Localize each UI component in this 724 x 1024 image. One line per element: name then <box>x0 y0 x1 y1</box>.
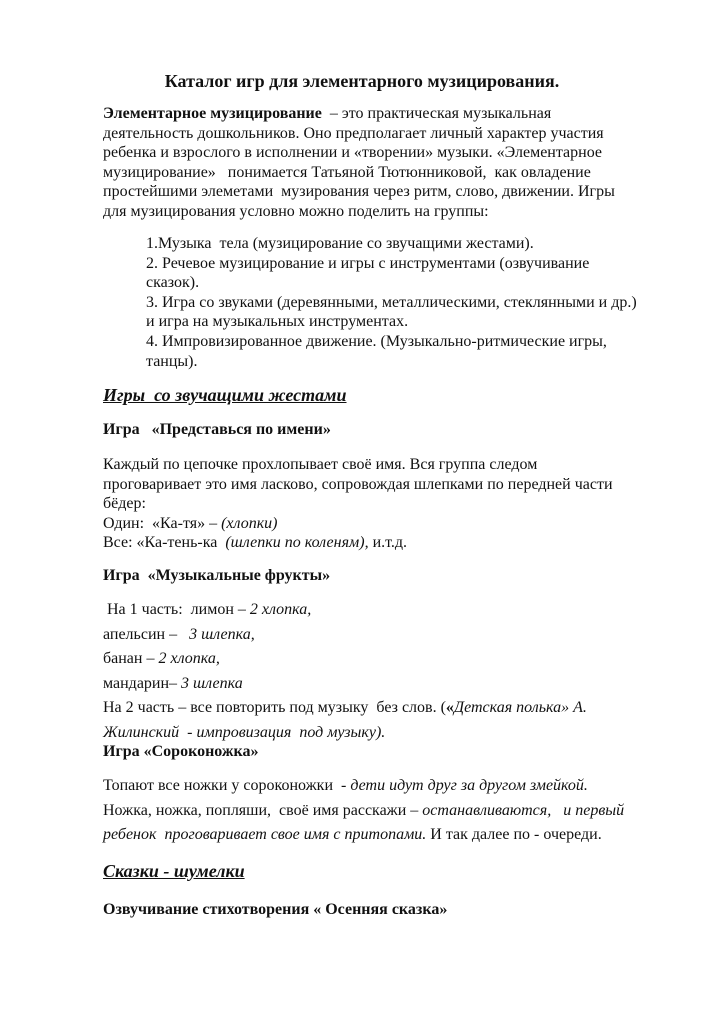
intro-text: – это практическая музыкальная <box>321 105 552 122</box>
intro-line: деятельность дошкольников. Оно предполагает личный характер участия <box>103 124 604 142</box>
game-text-line <box>103 696 663 721</box>
group-item: и игра на музыкальных инструментах. <box>146 313 409 331</box>
game-introduce-text <box>103 455 663 553</box>
game-text-line: Каждый по цепочке прохлопывает своё имя. Вся группа следом <box>103 456 538 473</box>
game-title-fruits: Игра «Музыкальные фрукты» <box>103 567 331 584</box>
game-text-line <box>103 823 663 848</box>
game-text-line <box>103 647 663 672</box>
text-italic: дети идут друг за другом змейкой. <box>350 777 588 794</box>
game-text-line: бёдер: <box>103 495 146 513</box>
game-text-line <box>103 514 663 534</box>
group-item: танцы). <box>146 352 198 370</box>
text-plain: апельсин – <box>103 625 190 643</box>
game-text-line <box>103 672 663 697</box>
groups-list <box>146 234 676 371</box>
text-plain: И так далее по - очереди. <box>426 826 602 843</box>
intro-line: ребенка и взрослого в исполнении и «творении» музыки. «Элементарное <box>103 144 603 162</box>
section-heading-gestures: Игры со звучащими жестами <box>103 385 347 405</box>
game-text-line: Жилинский - импровизация под музыку). <box>103 723 386 741</box>
intro-line: для музицирования условно можно поделить на группы: <box>103 202 489 220</box>
group-item: 4. Импровизированное движение. (Музыкально-ритмические игры, <box>146 332 607 350</box>
game-text-line <box>103 598 663 623</box>
text-plain: Ножка, ножка, попляши, своё имя расскажи – <box>103 801 423 819</box>
group-item: сказок). <box>146 274 200 292</box>
game-text-line <box>103 799 663 824</box>
document-title: Каталог игр для элементарного музицирования. <box>164 71 560 91</box>
group-item: 3. Игра со звуками (деревянными, металлическими, стеклянными и др.) <box>146 293 637 311</box>
intro-line <box>103 104 663 124</box>
text-italic: 3 шлепка <box>181 674 243 692</box>
text-plain: банан – <box>103 650 159 667</box>
intro-paragraph <box>103 104 663 222</box>
text-italic: (шлепки по коленям), <box>225 534 369 552</box>
intro-line: простейшими элеметами музирования через ритм, слово, движении. Игры <box>103 183 615 201</box>
text-italic: 2 хлопка, <box>158 650 220 667</box>
text-italic: останавливаются, и первый <box>422 801 625 819</box>
game-title-centipede: Игра «Сороконожка» <box>103 743 259 760</box>
game-text-line <box>103 623 663 648</box>
tale-subtitle: Озвучивание стихотворения « Осенняя сказка» <box>103 901 448 918</box>
section-heading-tales: Сказки - шумелки <box>103 861 245 881</box>
text-plain: Один: «Ка-тя» – <box>103 514 222 532</box>
text-plain: Топают все ножки у сороконожки - <box>103 777 351 794</box>
game-text-line <box>103 533 663 553</box>
text-italic: ребенок проговаривает свое имя с притопами. <box>103 826 427 843</box>
text-bold: « <box>445 699 454 716</box>
intro-bold-term: Элементарное музицирование <box>103 105 322 122</box>
game-fruits-text <box>103 598 663 745</box>
text-plain: На 2 часть – все повторить под музыку без слов. ( <box>103 699 446 716</box>
game-text-line <box>103 774 663 799</box>
text-plain: Все: «Ка-тень-ка <box>103 534 226 552</box>
text-italic: (хлопки) <box>221 514 278 532</box>
game-title-introduce: Игра «Представься по имени» <box>103 421 331 438</box>
text-plain: На 1 часть: лимон – <box>103 601 250 618</box>
text-italic: 3 шлепка, <box>189 625 255 643</box>
group-item: 2. Речевое музицирование и игры с инструментами (озвучивание <box>146 254 590 272</box>
text-italic: 2 хлопка, <box>249 601 312 618</box>
text-italic: Детская полька» А. <box>453 699 587 716</box>
text-plain: и.т.д. <box>368 534 408 552</box>
group-item: 1.Музыка тела (музицирование со звучащими жестами). <box>146 235 534 252</box>
text-plain: мандарин– <box>103 674 182 692</box>
game-text-line: проговаривает это имя ласково, сопровождая шлепками по передней части <box>103 475 613 493</box>
intro-line: музицирование» понимается Татьяной Тютюнниковой, как овладение <box>103 163 591 181</box>
game-centipede-text <box>103 774 663 848</box>
